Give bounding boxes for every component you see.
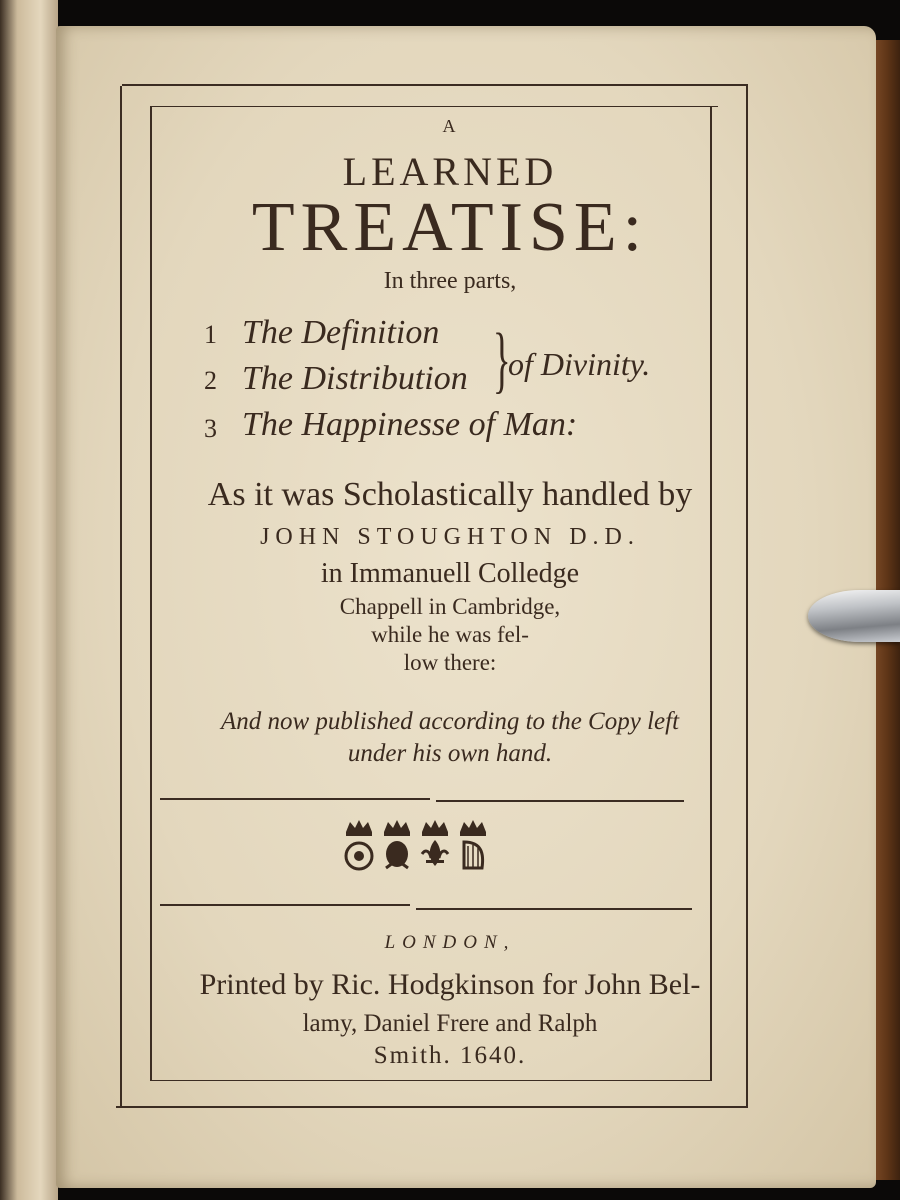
title-learned: LEARNED xyxy=(342,149,558,194)
part-1-number: 1 xyxy=(204,320,217,349)
subtitle-three-parts: In three parts, xyxy=(383,268,517,294)
thistle-crown-ornament-icon xyxy=(380,818,414,876)
part-2-text: The Distribution xyxy=(242,360,468,397)
imprint-line-1: Printed by Ric. Hodgkinson for John Bel- xyxy=(199,968,701,1001)
of-divinity: of Divinity. xyxy=(508,346,651,382)
part-2-number: 2 xyxy=(204,366,217,395)
brace: } xyxy=(492,319,511,401)
rose-crown-ornament-icon xyxy=(342,818,376,876)
rule-lower-left xyxy=(160,904,410,906)
place-line-4: low there: xyxy=(403,650,497,675)
title-article: A xyxy=(442,116,458,136)
outer-frame-top xyxy=(122,84,748,86)
part-1-text: The Definition xyxy=(242,314,440,351)
handled-by-line: As it was Scholastically handled by xyxy=(207,476,693,513)
place-line-3: while he was fel- xyxy=(371,622,529,647)
imprint-line-2: lamy, Daniel Frere and Ralph xyxy=(302,1010,598,1037)
author-name: JOHN STOUGHTON D.D. xyxy=(260,524,640,550)
published-line-2: under his own hand. xyxy=(347,740,553,767)
rule-upper-left xyxy=(160,798,430,800)
part-3-number: 3 xyxy=(204,414,217,443)
fleur-de-lis-crown-ornament-icon xyxy=(418,818,452,876)
inner-frame-top xyxy=(152,106,718,107)
place-line-1: in Immanuell Colledge xyxy=(320,558,580,589)
imprint-line-3: Smith. 1640. xyxy=(373,1042,527,1069)
outer-frame-bottom xyxy=(116,1106,748,1108)
rule-lower-right xyxy=(416,908,692,910)
inner-frame-bottom xyxy=(150,1080,712,1081)
place-line-2: Chappell in Cambridge, xyxy=(339,594,561,619)
title-treatise: TREATISE: xyxy=(251,189,649,266)
published-line-1: And now published according to the Copy left xyxy=(220,708,680,735)
part-3-text: The Happinesse of Man: xyxy=(242,406,578,443)
imprint-city: LONDON, xyxy=(384,932,516,953)
harp-crown-ornament-icon xyxy=(456,818,490,876)
rule-upper-right xyxy=(436,800,684,802)
